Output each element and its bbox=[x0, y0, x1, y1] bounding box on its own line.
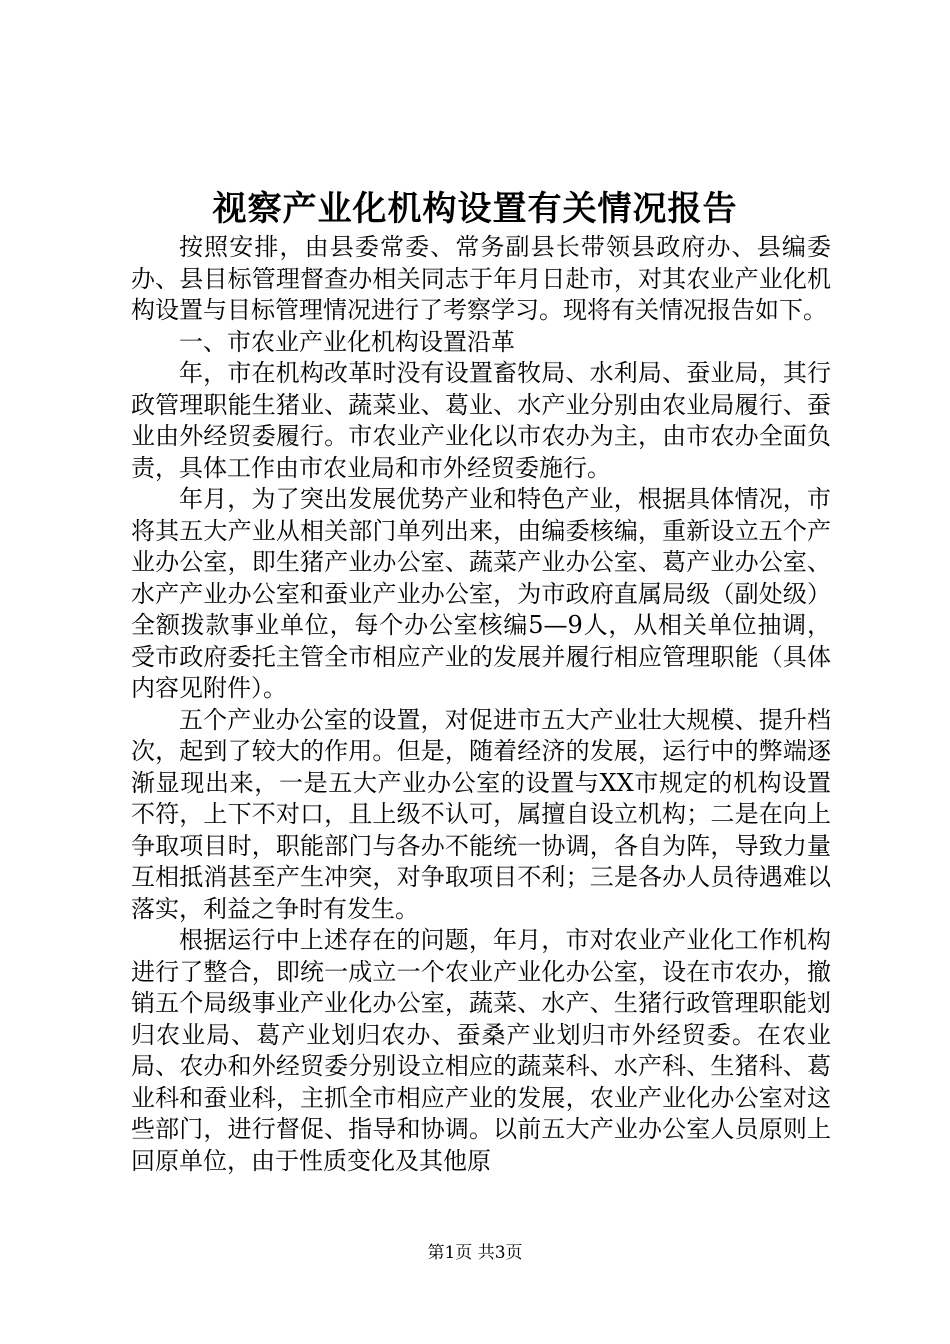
intro-paragraph: 按照安排，由县委常委、常务副县长带领县政府办、县编委办、县目标管理督查办相关同志于年月日赴市，对其农业产业化机构设置与目标管理情况进行了考察学习。现将有关情况报告如下。 bbox=[131, 233, 831, 324]
document-title: 视察产业化机构设置有关情况报告 bbox=[212, 189, 738, 229]
body-paragraph: 年，市在机构改革时没有设置畜牧局、水利局、蚕业局，其行政管理职能生猪业、蔬菜业、葛业、水产业分别由农业局履行、蚕业由外经贸委履行。市农业产业化以市农办为主，由市农办全面负责，具体工作由市农业局和市外经贸委施行。 bbox=[131, 359, 831, 482]
section-heading: 一、市农业产业化机构设置沿革 bbox=[179, 327, 515, 356]
body-paragraph: 根据运行中上述存在的问题，年月，市对农业产业化工作机构进行了整合，即统一成立一个农业产业化办公室，设在市农办，撤销五个局级事业产业化办公室，蔬菜、水产、生猪行政管理职能划归农业局、葛产业划归农办、蚕桑产业划归市外经贸委。在农业局、农办和外经贸委分别设立相应的蔬菜科、水产科、生猪科、葛业科和蚕业科，主抓全市相应产业的发展，农业产业化办公室对这些部门，进行督促、指导和协调。以前五大产业办公室人员原则上回原单位，由于性质变化及其他原 bbox=[131, 926, 831, 1175]
page-number-footer: 第1页 共3页 bbox=[427, 1243, 523, 1263]
body-paragraph: 五个产业办公室的设置，对促进市五大产业壮大规模、提升档次，起到了较大的作用。但是，随着经济的发展，运行中的弊端逐渐显现出来，一是五大产业办公室的设置与XX市规定的机构设置不符，上下不对口，且上级不认可，属擅自设立机构；二是在向上争取项目时，职能部门与各办不能统一协调，各自为阵，导致力量互相抵消甚至产生冲突，对争取项目不利；三是各办人员待遇难以落实，利益之争时有发生。 bbox=[131, 705, 831, 923]
document-body bbox=[131, 232, 831, 1177]
body-paragraph: 年月，为了突出发展优势产业和特色产业，根据具体情况，市将其五大产业从相关部门单列出来，由编委核编，重新设立五个产业办公室，即生猪产业办公室、蔬菜产业办公室、葛产业办公室、水产产业办公室和蚕业产业办公室，为市政府直属局级（副处级）全额拨款事业单位，每个办公室核编5—9人，从相关单位抽调，受市政府委托主管全市相应产业的发展并履行相应管理职能（具体内容见附件）。 bbox=[131, 485, 831, 702]
